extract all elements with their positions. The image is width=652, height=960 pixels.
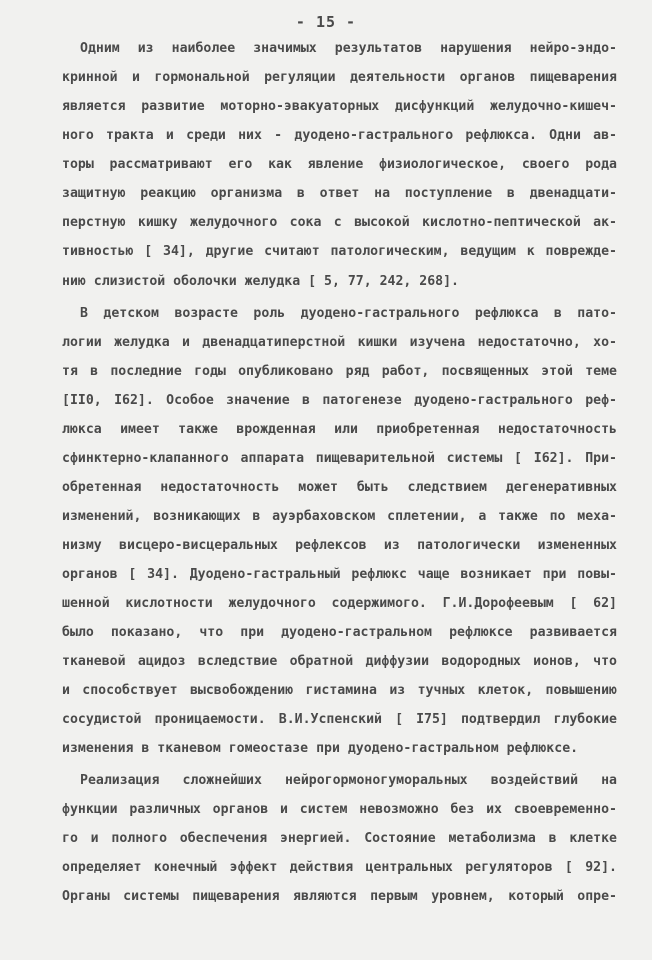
text-line: изменения в тканевом гомеостазе при дуодено-гастральном рефлюксе.: [62, 741, 579, 756]
text-line: изменений, возникающих в ауэрбаховском сплетении, а также по меха-: [62, 509, 617, 524]
text-line: функции различных органов и систем невозможно без их своевременно-: [62, 802, 617, 817]
text-line: тя в последние годы опубликовано ряд работ, посвященных этой теме: [62, 364, 617, 379]
text-line: было показано, что при дуодено-гастральном рефлюксе развивается: [62, 625, 617, 640]
text-line: сосудистой проницаемости. В.И.Успенский [ І75] подтвердил глубокие: [62, 712, 617, 727]
text-line: В детском возрасте роль дуодено-гастрального рефлюкса в пато-: [80, 306, 617, 321]
text-line: [ІІ0, І62]. Особое значение в патогенезе дуодено-гастрального реф-: [62, 393, 617, 408]
text-line: Реализация сложнейших нейрогормоногуморальных воздействий на: [80, 773, 617, 788]
text-line: является развитие моторно-эвакуаторных дисфункций желудочно-кишеч-: [62, 99, 617, 114]
text-line: определяет конечный эффект действия центральных регуляторов [ 92].: [62, 860, 617, 875]
text-line: логии желудка и двенадцатиперстной кишки изучена недостаточно, хо-: [62, 335, 617, 350]
text-line: шенной кислотности желудочного содержимого. Г.И.Дорофеевым [ 62]: [62, 596, 617, 611]
text-line: обретенная недостаточность может быть следствием дегенеративных: [62, 480, 617, 495]
text-line: тканевой ацидоз вследствие обратной диффузии водородных ионов, что: [62, 654, 617, 669]
text-line: тивностью [ 34], другие считают патологическим, ведущим к поврежде-: [62, 244, 617, 259]
text-line: нию слизистой оболочки желудка [ 5, 77, 242, 268].: [62, 274, 459, 289]
text-line: низму висцеро-висцеральных рефлексов из патологически измененных: [62, 538, 617, 553]
text-line: сфинктерно-клапанного аппарата пищеварительной системы [ І62]. При-: [62, 451, 617, 466]
text-line: кринной и гормональной регуляции деятельности органов пищеварения: [62, 70, 617, 85]
text-line: го и полного обеспечения энергией. Состояние метаболизма в клетке: [62, 831, 617, 846]
text-line: органов [ 34]. Дуодено-гастральный рефлюкс чаще возникает при повы-: [62, 567, 617, 582]
text-line: Одним из наиболее значимых результатов нарушения нейро-эндо-: [80, 41, 617, 56]
page-number: - 15 -: [295, 13, 357, 31]
text-line: защитную реакцию организма в ответ на поступление в двенадцати-: [62, 186, 617, 201]
text-line: люкса имеет также врожденная или приобретенная недостаточность: [62, 422, 617, 437]
text-line: ного тракта и среди них - дуодено-гастрального рефлюкса. Одни ав-: [62, 128, 617, 143]
text-line: перстную кишку желудочного сока с высокой кислотно-пептической ак-: [62, 215, 617, 230]
text-line: и способствует высвобождению гистамина из тучных клеток, повышению: [62, 683, 617, 698]
text-line: Органы системы пищеварения являются первым уровнем, который опре-: [62, 889, 617, 904]
text-line: торы рассматривают его как явление физиологическое, своего рода: [62, 157, 617, 172]
